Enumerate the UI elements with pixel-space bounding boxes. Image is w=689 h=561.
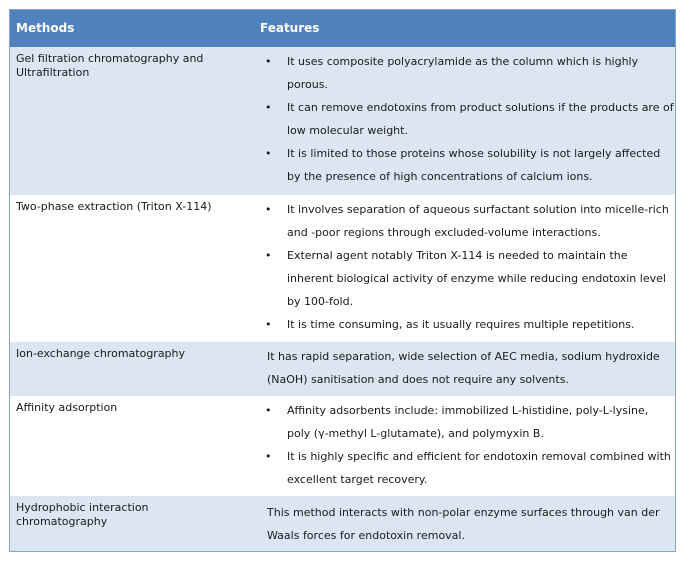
header-methods: Methods: [16, 21, 75, 35]
features-cell: [267, 501, 675, 547]
features-cell: [261, 50, 675, 188]
feature-bullet: • It can remove endotoxins from product solutions if the products are of low molecular weight.: [261, 96, 675, 142]
table-row-ion-exchange: [10, 342, 675, 396]
table-row-gel-filtration: [10, 47, 675, 195]
bullet-icon: •: [265, 404, 272, 417]
method-cell: Affinity adsorption: [16, 401, 118, 414]
method-cell: Hydrophobic interaction chromatography: [16, 501, 149, 528]
bullet-icon: •: [265, 55, 272, 68]
bullet-icon: •: [265, 450, 272, 463]
table-row-affinity-adsorption: [10, 396, 675, 496]
feature-bullet: • External agent notably Triton X-114 is needed to maintain the inherent biological activity of enzyme while reducing endotoxin level by 100-fold.: [261, 244, 675, 313]
method-cell: Ion-exchange chromatography: [16, 347, 186, 360]
feature-bullet: • It involves separation of aqueous surfactant solution into micelle-rich and -poor regions through excluded-volume interactions.: [261, 198, 675, 244]
method-cell: Gel filtration chromatography and Ultrafiltration: [16, 52, 204, 79]
bullet-icon: •: [265, 101, 272, 114]
bullet-icon: •: [265, 249, 272, 262]
feature-bullet: • It is limited to those proteins whose solubility is not largely affected by the presence of high concentrations of calcium ions.: [261, 142, 675, 188]
features-cell: [261, 198, 675, 336]
methods-table: [9, 9, 676, 552]
feature-text: This method interacts with non-polar enzyme surfaces through van der Waals forces for endotoxin removal.: [267, 506, 660, 542]
bullet-icon: •: [265, 318, 272, 331]
features-cell: [261, 399, 675, 491]
feature-bullet: • Affinity adsorbents include: immobilized L-histidine, poly-L-lysine, poly (γ-methyl L-glutamate), and polymyxin B.: [261, 399, 675, 445]
feature-bullet: • It is highly specific and efficient for endotoxin removal combined with excellent target recovery.: [261, 445, 675, 491]
bullet-icon: •: [265, 147, 272, 160]
feature-bullet: • It uses composite polyacrylamide as the column which is highly porous.: [261, 50, 675, 96]
feature-bullet: • It is time consuming, as it usually requires multiple repetitions.: [261, 313, 675, 336]
header-features: Features: [260, 21, 320, 35]
bullet-icon: •: [265, 203, 272, 216]
feature-text: It has rapid separation, wide selection of AEC media, sodium hydroxide (NaOH) sanitisation and does not require any solvents.: [267, 350, 660, 386]
table-row-two-phase-extraction: [10, 195, 675, 342]
table-row-hydrophobic-interaction: [10, 496, 675, 552]
features-cell: [267, 345, 675, 391]
table-header: [10, 10, 675, 47]
method-cell: Two-phase extraction (Triton X-114): [16, 200, 212, 213]
